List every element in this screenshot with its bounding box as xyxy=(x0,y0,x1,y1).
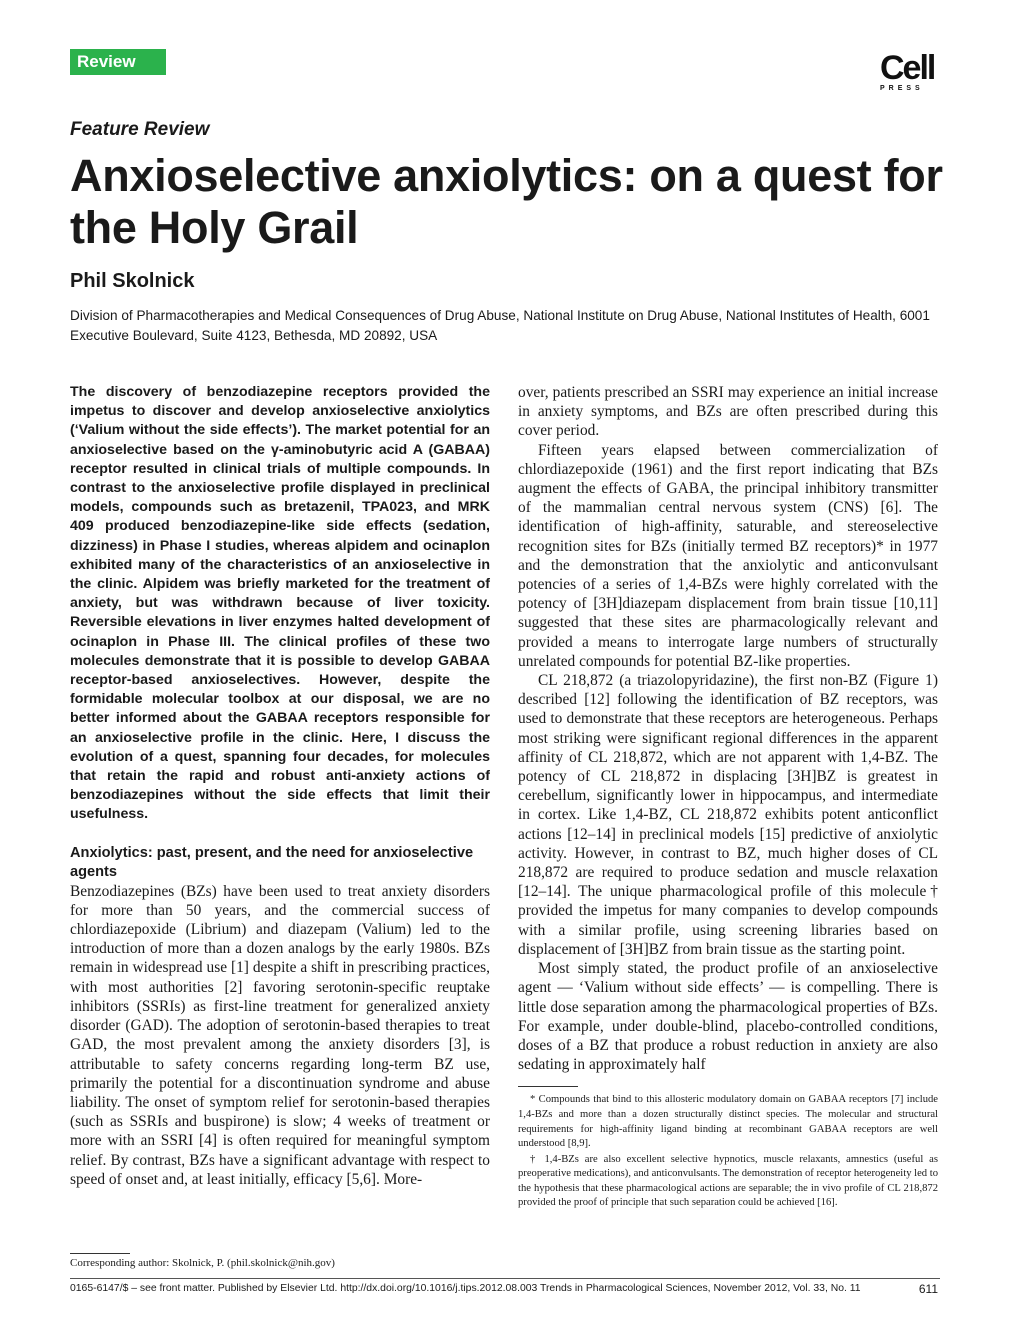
footer-divider xyxy=(70,1278,940,1279)
cell-press-logo xyxy=(880,49,940,92)
footnote: * Compounds that bind to this allosteric modulatory domain on GABAA receptors [7] include 1,4-BZs and more than a dozen structurally distinct species. The molecular and structural requirements for high-affinity ligand binding at recombinant GABAA receptors are well understood [8,9]. xyxy=(518,1094,938,1150)
right-column xyxy=(518,383,938,1212)
abstract: The discovery of benzodiazepine receptors provided the impetus to discover and develop anxioselective anxiolytics (‘Valium without the side effects’). The market potential for an anxioselective based on the γ-aminobutyric acid A (GABAA) receptor resulted in clinical trials of multiple compounds. In contrast to the anxioselective profile displayed in preclinical models, compounds such as bretazenil, TPA023, and MRK 409 produced benzodiazepine-like side effects (sedation, dizziness) in Phase I studies, whereas alpidem and ocinaplon exhibited many of the characteristics of an anxioselective in the clinic. Alpidem was briefly marketed for the treatment of anxiety, but was withdrawn because of liver toxicity. Reversible elevations in liver enzymes halted development of ocinaplon in Phase III. The clinical profiles of these two molecules demonstrate that it is possible to develop GABAA receptor-based anxioselectives. However, despite the formidable molecular toolbox at our disposal, we are no better informed about the GABAA receptors responsible for an anxioselective profile in the clinic. Here, I discuss the evolution of a quest, spanning four decades, for molecules that retain the rapid and robust anti-anxiety actions of benzodiazepines without the side effects that limit their usefulness. xyxy=(70,384,490,823)
author-affiliation: Division of Pharmacotherapies and Medical Consequences of Drug Abuse, National Institute on Drug Abuse, National Institutes of Health, 6001 Executive Boulevard, Suite 4123, Bethesda, MD 20892, USA xyxy=(70,308,930,343)
corresponding-author: Corresponding author: Skolnick, P. (phil.skolnick@nih.gov) xyxy=(70,1257,335,1269)
page-number: 611 xyxy=(918,1282,938,1296)
section-label: Feature Review xyxy=(70,119,210,140)
author-name: Phil Skolnick xyxy=(70,270,195,292)
body-paragraph: CL 218,872 (a triazolopyridazine), the first non-BZ (Figure 1) described [12] following the identification of BZ receptors, was used to demonstrate that these receptors are heterogeneous. Perhaps most striking were significant regional differences in the apparent affinity of CL 218,872, which are not apparent with 1,4-BZ. The potency of CL 218,872 in displacing [3H]BZ is greatest in cerebellum, significantly lower in hippocampus, and intermediate in cortex. Like 1,4-BZ, CL 218,872 exhibits potent anticonflict actions [12–14] in preclinical models [15] predictive of anxiolytic activity. However, in contrast to BZ, much higher doses of CL 218,872 are required to produce sedation and muscle relaxation [12–14]. The unique pharmacological profile of this molecule† provided the impetus for many companies to develop compounds with a similar profile, using screening libraries based on displacement of [3H]BZ from brain tissue as the starting point. xyxy=(518,672,938,958)
body-paragraph: over, patients prescribed an SSRI may experience an initial increase in anxiety symptoms, and BZs are often prescribed during this cover period. xyxy=(518,384,938,440)
footnotes xyxy=(518,1093,938,1211)
logo-word: Cell xyxy=(880,49,935,87)
footnote: † 1,4-BZs are also excellent selective hypnotics, muscle relaxants, amnestics (useful as preoperative medications), and anticonvulsants. The demonstration of receptor heterogeneity led to the hypothesis that these pharmacological actions are separable; the in vivo profile of CL 218,872 provided the proof of principle that such separation could be achieved [16]. xyxy=(518,1153,938,1209)
left-column xyxy=(70,383,490,1189)
body-paragraph: Benzodiazepines (BZs) have been used to treat anxiety disorders for more than 50 years, and the commercial success of chlordiazepoxide (Librium) and diazepam (Valium) led to the introduction of more than a dozen analogs by the early 1980s. BZs remain in widespread use [1] despite a shift in prescribing practices, with most authorities [2] favoring serotonin-specific reuptake inhibitors (SSRIs) as first-line treatment for generalized anxiety disorder (GAD). The adoption of serotonin-based therapies to treat GAD, the most prevalent among the anxiety disorders [3], is attributable to safety concerns regarding long-term BZ use, primarily the potential for a discontinuation syndrome and abuse liability. The onset of symptom relief for serotonin-based therapies (such as SSRIs and buspirone) is slow; 4 weeks of treatment or more with an SSRI [4] is often required for meaningful symptom relief. By contrast, BZs have a significant advantage with respect to speed of onset and, at least initially, efficacy [5,6]. More- xyxy=(70,882,490,1188)
page-footer xyxy=(70,1283,940,1294)
article-title: Anxioselective anxiolytics: on a quest for the Holy Grail xyxy=(70,150,943,253)
section-heading: Anxiolytics: past, present, and the need for anxioselective agents xyxy=(70,844,474,880)
review-tag: Review xyxy=(70,49,166,75)
logo-subtitle: PRESS xyxy=(880,85,924,92)
correspondence-divider xyxy=(70,1253,130,1254)
footer-citation: 0165-6147/$ – see front matter. Published by Elsevier Ltd. http://dx.doi.org/10.1016/j.tips.2012.08.003 Trends in Pharmacological Sciences, November 2012, Vol. 33, No. 11 xyxy=(70,1283,861,1294)
body-paragraph: Most simply stated, the product profile of an anxioselective agent — ‘Valium without side effects’ — is compelling. There is little dose separation among the pharmacological properties of BZs. For example, under double-blind, placebo-controlled conditions, doses of a BZ that produce a robust reduction in anxiety are also sedating in approximately half xyxy=(518,960,938,1074)
footnote-divider xyxy=(518,1086,578,1087)
body-paragraph: Fifteen years elapsed between commercialization of chlordiazepoxide (1961) and the first report indicating that BZs augment the effects of GABA, the principal inhibitory transmitter of the mammalian central nervous system (CNS) [6]. The identification of high-affinity, saturable, and stereoselective recognition sites for BZs (initially termed BZ receptors)* in 1977 and the demonstration that the anxiolytic and anticonvulsant potencies of a series of 1,4-BZs were highly correlated with the potency of [3H]diazepam displacement from brain tissue [10,11] suggested that these sites are pharmacologically relevant and provided a means to interrogate large numbers of structurally unrelated compounds for potential BZ-like properties. xyxy=(518,441,938,670)
